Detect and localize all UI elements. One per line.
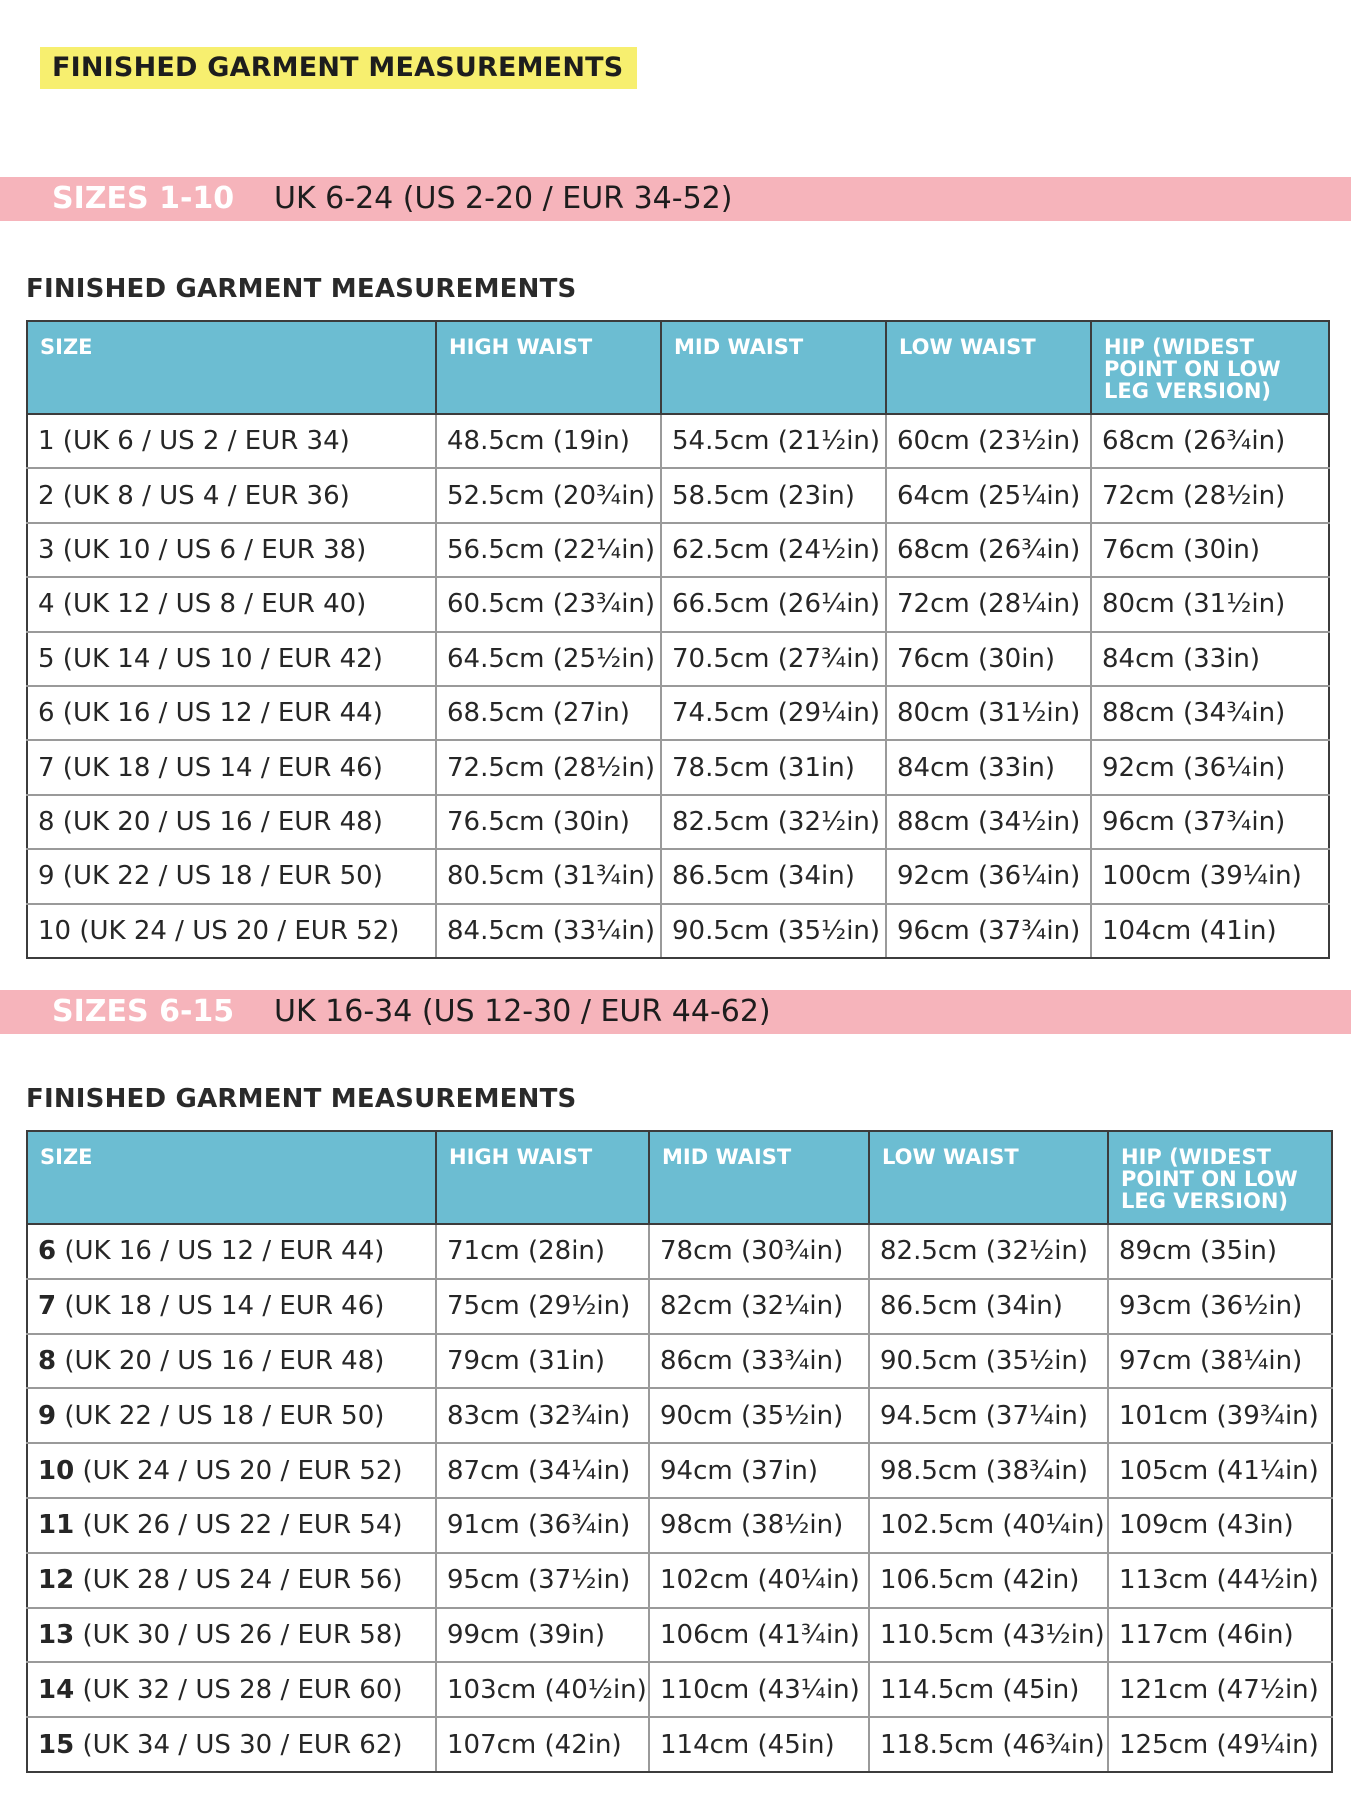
table-row <box>27 1498 1332 1553</box>
cell-hip: 97cm (38¼in) <box>1108 1334 1332 1389</box>
col-header-high-waist: HIGH WAIST <box>436 1131 649 1224</box>
table-row <box>27 795 1329 849</box>
cell-high-waist: 48.5cm (19in) <box>436 414 661 468</box>
size-range-label: SIZES 6-15 <box>52 994 235 1029</box>
cell-size <box>27 1334 436 1389</box>
cell-mid-waist: 78cm (30¾in) <box>649 1224 869 1279</box>
section-heading-1: FINISHED GARMENT MEASUREMENTS <box>26 274 577 304</box>
size-number: 8 <box>38 1345 57 1376</box>
size-equivalents: (UK 26 / US 22 / EUR 54) <box>74 1510 403 1541</box>
size-number: 6 <box>38 1236 57 1267</box>
section-band-1 <box>0 177 1351 221</box>
cell-size: 9 (UK 22 / US 18 / EUR 50) <box>27 849 436 903</box>
table-row <box>27 632 1329 686</box>
size-number: 10 <box>38 1455 75 1486</box>
cell-high-waist: 75cm (29½in) <box>436 1279 649 1334</box>
uk-range-label: UK 16-34 (US 12-30 / EUR 44-62) <box>274 994 771 1029</box>
cell-size <box>27 1443 436 1498</box>
cell-low-waist: 106.5cm (42in) <box>869 1553 1108 1608</box>
cell-high-waist: 52.5cm (20¾in) <box>436 468 661 522</box>
cell-size: 8 (UK 20 / US 16 / EUR 48) <box>27 795 436 849</box>
measurements-table-2 <box>26 1130 1333 1773</box>
cell-low-waist: 86.5cm (34in) <box>869 1279 1108 1334</box>
cell-hip: 72cm (28½in) <box>1091 468 1329 522</box>
table-row <box>27 849 1329 903</box>
table-row <box>27 577 1329 631</box>
cell-size: 5 (UK 14 / US 10 / EUR 42) <box>27 632 436 686</box>
cell-low-waist: 102.5cm (40¼in) <box>869 1498 1108 1553</box>
cell-hip: 84cm (33in) <box>1091 632 1329 686</box>
col-header-low-waist: LOW WAIST <box>886 321 1091 414</box>
cell-low-waist: 72cm (28¼in) <box>886 577 1091 631</box>
cell-mid-waist: 58.5cm (23in) <box>661 468 886 522</box>
cell-size: 10 (UK 24 / US 20 / EUR 52) <box>27 904 436 958</box>
cell-low-waist: 110.5cm (43½in) <box>869 1608 1108 1663</box>
cell-high-waist: 95cm (37½in) <box>436 1553 649 1608</box>
size-equivalents: (UK 30 / US 26 / EUR 58) <box>74 1619 403 1650</box>
section-band-2 <box>0 990 1351 1034</box>
cell-size: 4 (UK 12 / US 8 / EUR 40) <box>27 577 436 631</box>
table-row <box>27 414 1329 468</box>
cell-low-waist: 98.5cm (38¾in) <box>869 1443 1108 1498</box>
cell-high-waist: 79cm (31in) <box>436 1334 649 1389</box>
size-number: 13 <box>38 1619 75 1650</box>
cell-low-waist: 94.5cm (37¼in) <box>869 1388 1108 1443</box>
col-header-size: SIZE <box>27 1131 436 1224</box>
cell-high-waist: 91cm (36¾in) <box>436 1498 649 1553</box>
cell-mid-waist: 54.5cm (21½in) <box>661 414 886 468</box>
cell-low-waist: 92cm (36¼in) <box>886 849 1091 903</box>
size-equivalents: (UK 20 / US 16 / EUR 48) <box>56 1345 385 1376</box>
cell-low-waist: 88cm (34½in) <box>886 795 1091 849</box>
col-header-low-waist: LOW WAIST <box>869 1131 1108 1224</box>
col-header-mid-waist: MID WAIST <box>661 321 886 414</box>
cell-mid-waist: 114cm (45in) <box>649 1717 869 1772</box>
cell-hip: 93cm (36½in) <box>1108 1279 1332 1334</box>
cell-low-waist: 80cm (31½in) <box>886 686 1091 740</box>
cell-low-waist: 96cm (37¾in) <box>886 904 1091 958</box>
cell-hip: 88cm (34¾in) <box>1091 686 1329 740</box>
cell-mid-waist: 62.5cm (24½in) <box>661 523 886 577</box>
cell-low-waist: 68cm (26¾in) <box>886 523 1091 577</box>
size-number: 11 <box>38 1510 75 1541</box>
cell-mid-waist: 82.5cm (32½in) <box>661 795 886 849</box>
cell-low-waist: 90.5cm (35½in) <box>869 1334 1108 1389</box>
cell-size: 7 (UK 18 / US 14 / EUR 46) <box>27 740 436 794</box>
cell-size: 1 (UK 6 / US 2 / EUR 34) <box>27 414 436 468</box>
cell-high-waist: 56.5cm (22¼in) <box>436 523 661 577</box>
cell-mid-waist: 74.5cm (29¼in) <box>661 686 886 740</box>
cell-high-waist: 72.5cm (28½in) <box>436 740 661 794</box>
size-equivalents: (UK 28 / US 24 / EUR 56) <box>74 1565 403 1596</box>
cell-hip: 80cm (31½in) <box>1091 577 1329 631</box>
cell-size <box>27 1608 436 1663</box>
cell-mid-waist: 94cm (37in) <box>649 1443 869 1498</box>
cell-mid-waist: 98cm (38½in) <box>649 1498 869 1553</box>
size-equivalents: (UK 16 / US 12 / EUR 44) <box>56 1236 385 1267</box>
cell-high-waist: 76.5cm (30in) <box>436 795 661 849</box>
cell-low-waist: 76cm (30in) <box>886 632 1091 686</box>
cell-hip: 92cm (36¼in) <box>1091 740 1329 794</box>
cell-size <box>27 1224 436 1279</box>
cell-mid-waist: 90cm (35½in) <box>649 1388 869 1443</box>
table-row <box>27 740 1329 794</box>
cell-hip: 96cm (37¾in) <box>1091 795 1329 849</box>
cell-high-waist: 60.5cm (23¾in) <box>436 577 661 631</box>
cell-size <box>27 1388 436 1443</box>
cell-mid-waist: 86cm (33¾in) <box>649 1334 869 1389</box>
col-header-mid-waist: MID WAIST <box>649 1131 869 1224</box>
cell-high-waist: 87cm (34¼in) <box>436 1443 649 1498</box>
size-number: 7 <box>38 1291 57 1322</box>
cell-mid-waist: 110cm (43¼in) <box>649 1662 869 1717</box>
cell-low-waist: 84cm (33in) <box>886 740 1091 794</box>
size-equivalents: (UK 34 / US 30 / EUR 62) <box>74 1729 403 1760</box>
size-equivalents: (UK 18 / US 14 / EUR 46) <box>56 1291 385 1322</box>
cell-size: 3 (UK 10 / US 6 / EUR 38) <box>27 523 436 577</box>
cell-hip: 113cm (44½in) <box>1108 1553 1332 1608</box>
table-row <box>27 1334 1332 1389</box>
table-row <box>27 1443 1332 1498</box>
col-header-hip: HIP (WIDEST POINT ON LOW LEG VERSION) <box>1091 321 1329 414</box>
size-equivalents: (UK 22 / US 18 / EUR 50) <box>56 1400 385 1431</box>
uk-range-label: UK 6-24 (US 2-20 / EUR 34-52) <box>274 181 733 216</box>
cell-size <box>27 1498 436 1553</box>
cell-high-waist: 80.5cm (31¾in) <box>436 849 661 903</box>
cell-high-waist: 107cm (42in) <box>436 1717 649 1772</box>
table-row <box>27 1388 1332 1443</box>
cell-high-waist: 99cm (39in) <box>436 1608 649 1663</box>
cell-hip: 109cm (43in) <box>1108 1498 1332 1553</box>
table-header-row <box>27 1131 1332 1224</box>
cell-hip: 89cm (35in) <box>1108 1224 1332 1279</box>
cell-high-waist: 84.5cm (33¼in) <box>436 904 661 958</box>
table-row <box>27 1553 1332 1608</box>
cell-mid-waist: 70.5cm (27¾in) <box>661 632 886 686</box>
table-row <box>27 468 1329 522</box>
cell-hip: 100cm (39¼in) <box>1091 849 1329 903</box>
cell-size <box>27 1279 436 1334</box>
cell-low-waist: 118.5cm (46¾in) <box>869 1717 1108 1772</box>
cell-mid-waist: 86.5cm (34in) <box>661 849 886 903</box>
cell-low-waist: 60cm (23½in) <box>886 414 1091 468</box>
cell-low-waist: 114.5cm (45in) <box>869 1662 1108 1717</box>
cell-high-waist: 71cm (28in) <box>436 1224 649 1279</box>
cell-high-waist: 64.5cm (25½in) <box>436 632 661 686</box>
table-row <box>27 1224 1332 1279</box>
cell-hip: 68cm (26¾in) <box>1091 414 1329 468</box>
cell-size: 6 (UK 16 / US 12 / EUR 44) <box>27 686 436 740</box>
cell-hip: 104cm (41in) <box>1091 904 1329 958</box>
section-heading-2: FINISHED GARMENT MEASUREMENTS <box>26 1084 577 1114</box>
cell-hip: 117cm (46in) <box>1108 1608 1332 1663</box>
cell-size: 2 (UK 8 / US 4 / EUR 36) <box>27 468 436 522</box>
cell-size <box>27 1717 436 1772</box>
cell-mid-waist: 78.5cm (31in) <box>661 740 886 794</box>
measurements-table-1 <box>26 320 1330 959</box>
cell-size <box>27 1662 436 1717</box>
cell-high-waist: 83cm (32¾in) <box>436 1388 649 1443</box>
cell-high-waist: 103cm (40½in) <box>436 1662 649 1717</box>
cell-mid-waist: 90.5cm (35½in) <box>661 904 886 958</box>
cell-hip: 101cm (39¾in) <box>1108 1388 1332 1443</box>
cell-mid-waist: 106cm (41¾in) <box>649 1608 869 1663</box>
size-number: 14 <box>38 1674 75 1705</box>
cell-hip: 105cm (41¼in) <box>1108 1443 1332 1498</box>
col-header-size: SIZE <box>27 321 436 414</box>
size-range-label: SIZES 1-10 <box>52 181 235 216</box>
cell-hip: 125cm (49¼in) <box>1108 1717 1332 1772</box>
size-number: 15 <box>38 1729 75 1760</box>
size-number: 9 <box>38 1400 57 1431</box>
table-header-row <box>27 321 1329 414</box>
main-heading: FINISHED GARMENT MEASUREMENTS <box>40 47 637 89</box>
table-row <box>27 523 1329 577</box>
cell-low-waist: 82.5cm (32½in) <box>869 1224 1108 1279</box>
cell-low-waist: 64cm (25¼in) <box>886 468 1091 522</box>
table-row <box>27 1662 1332 1717</box>
col-header-hip: HIP (WIDEST POINT ON LOW LEG VERSION) <box>1108 1131 1332 1224</box>
cell-size <box>27 1553 436 1608</box>
size-number: 12 <box>38 1565 75 1596</box>
size-equivalents: (UK 32 / US 28 / EUR 60) <box>74 1674 403 1705</box>
table-row <box>27 1717 1332 1772</box>
cell-mid-waist: 82cm (32¼in) <box>649 1279 869 1334</box>
table-row <box>27 904 1329 958</box>
cell-mid-waist: 66.5cm (26¼in) <box>661 577 886 631</box>
cell-hip: 121cm (47½in) <box>1108 1662 1332 1717</box>
table-row <box>27 1608 1332 1663</box>
size-equivalents: (UK 24 / US 20 / EUR 52) <box>74 1455 403 1486</box>
cell-hip: 76cm (30in) <box>1091 523 1329 577</box>
cell-high-waist: 68.5cm (27in) <box>436 686 661 740</box>
cell-mid-waist: 102cm (40¼in) <box>649 1553 869 1608</box>
table-row <box>27 686 1329 740</box>
col-header-high-waist: HIGH WAIST <box>436 321 661 414</box>
table-row <box>27 1279 1332 1334</box>
